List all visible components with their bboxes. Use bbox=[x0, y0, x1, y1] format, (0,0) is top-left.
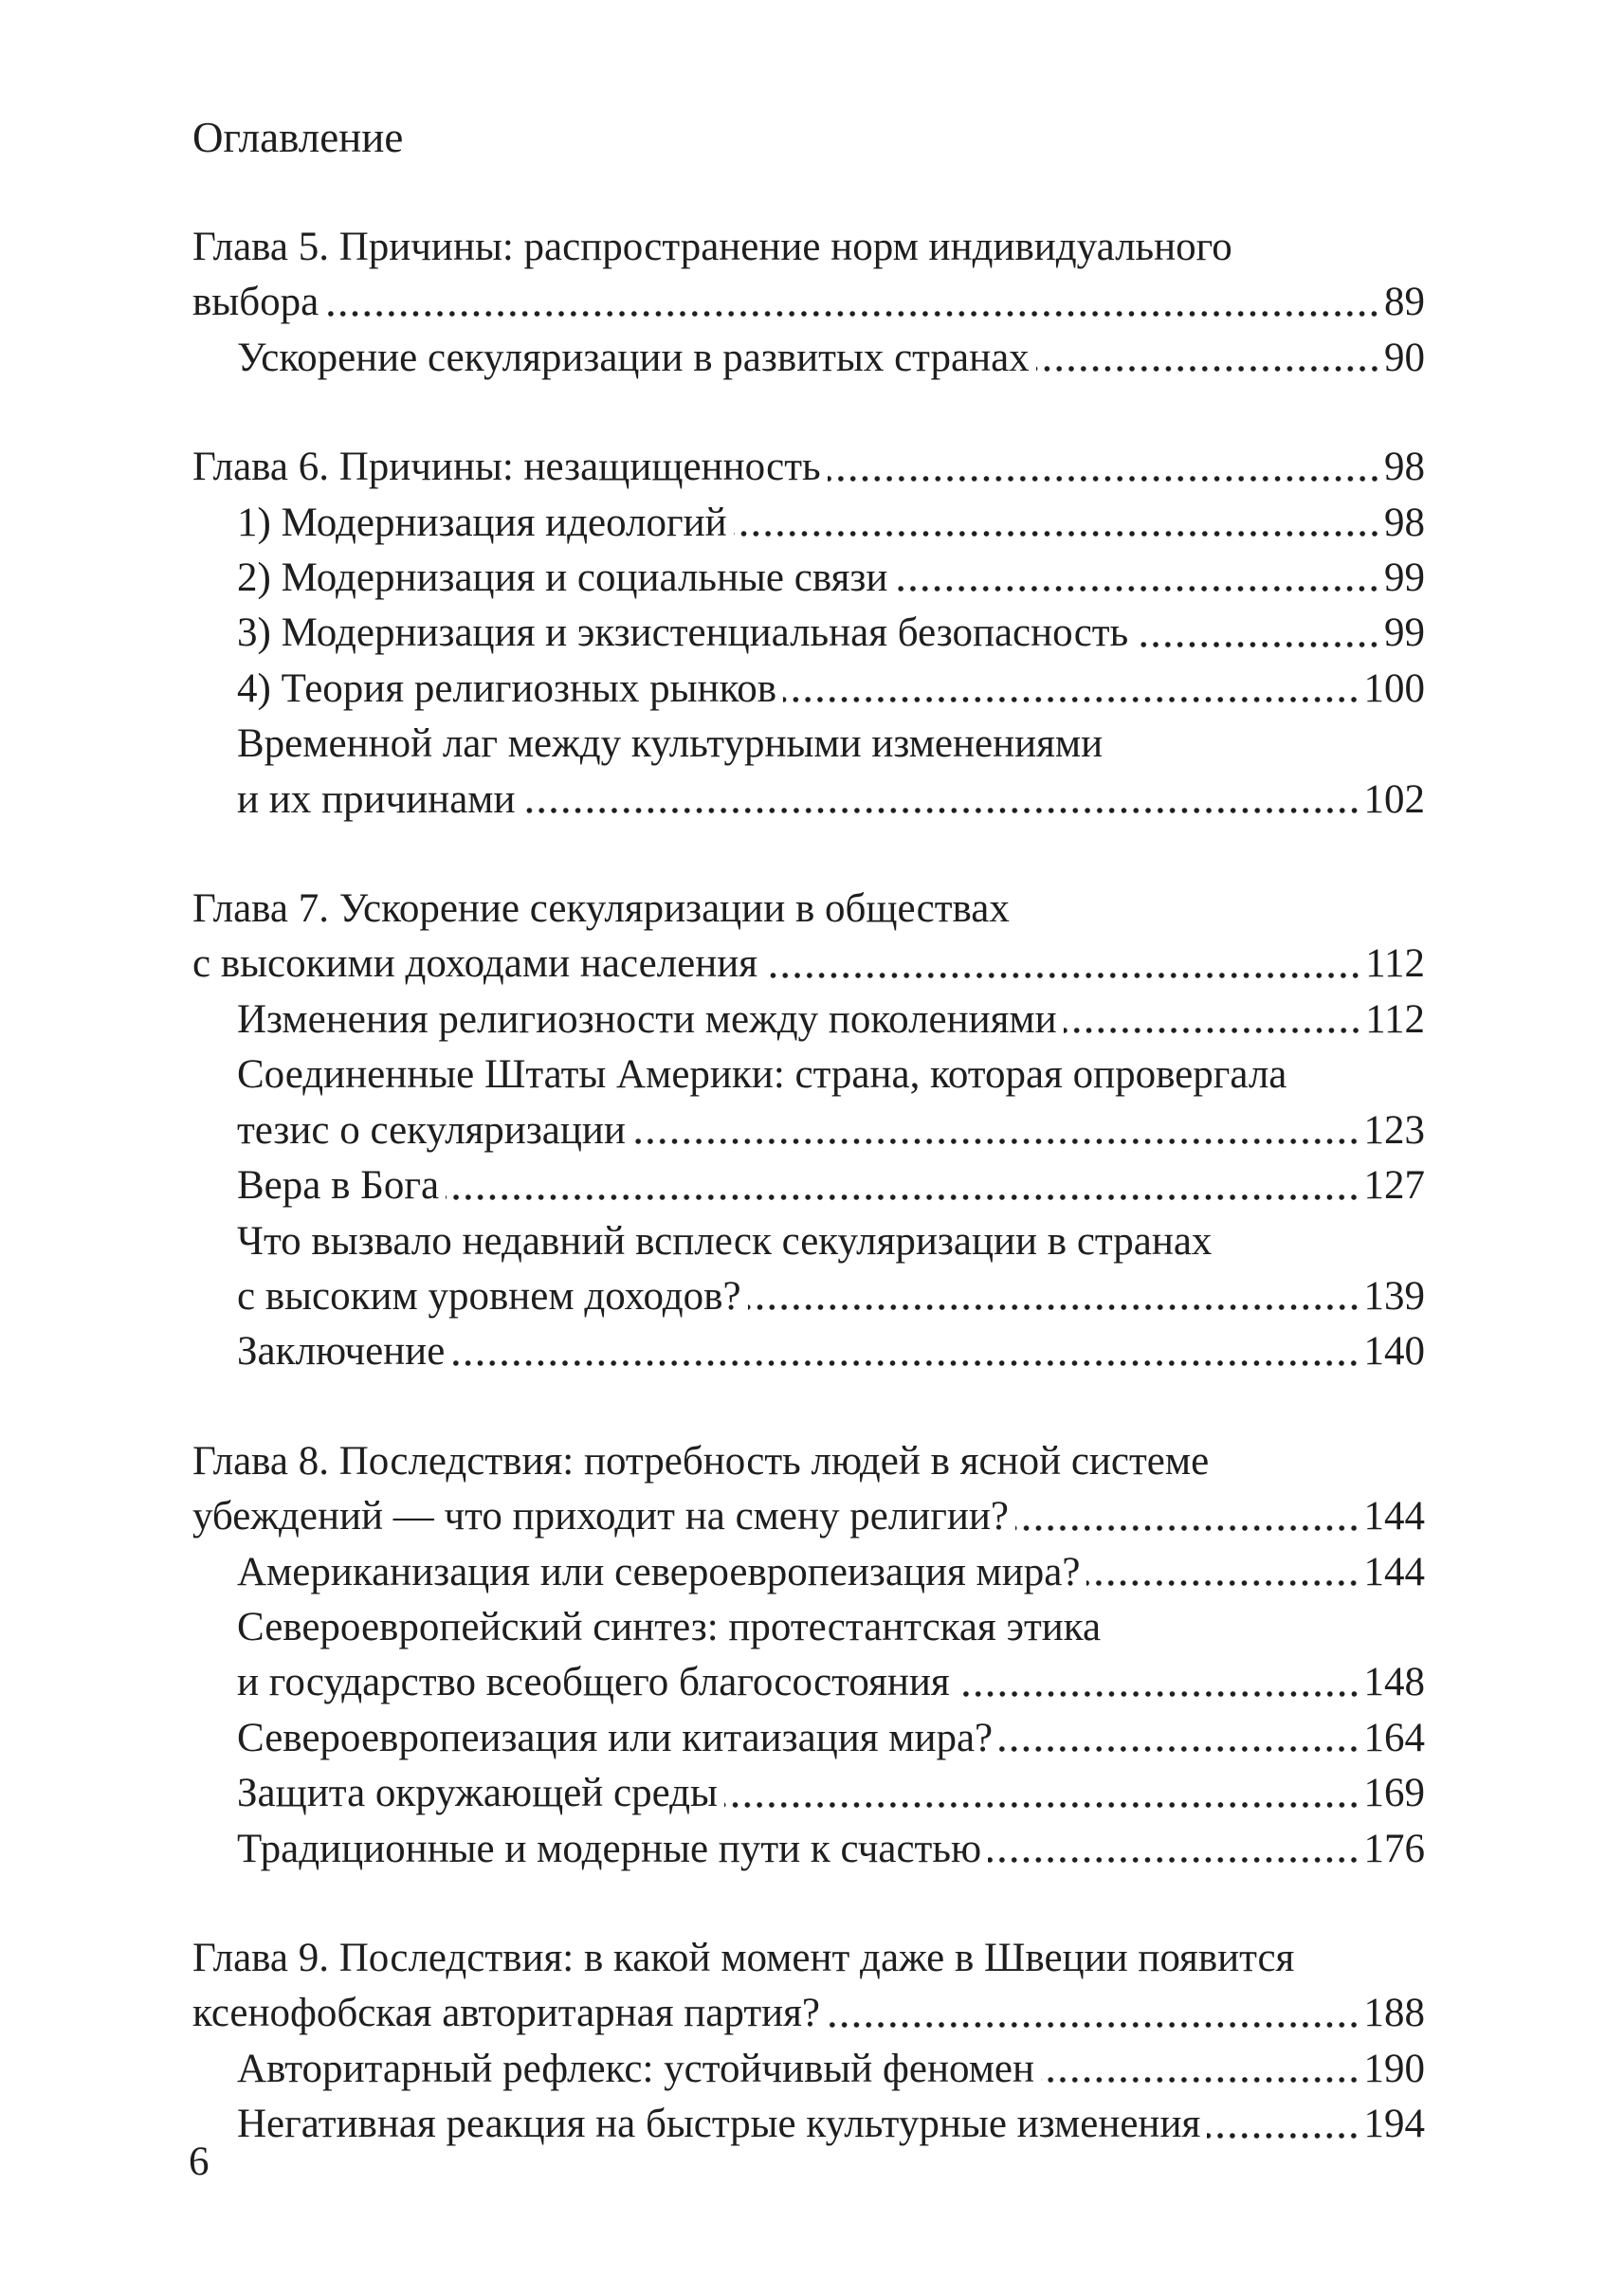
toc-entry-last-line bbox=[237, 1158, 1425, 1213]
toc-entry-page-number: 89 bbox=[1384, 280, 1425, 325]
dot-leader bbox=[1135, 642, 1380, 647]
toc-entry bbox=[192, 1214, 1425, 1325]
toc-entry-last-line bbox=[237, 1711, 1425, 1766]
toc-entry-text: Соединенные Штаты Америки: страна, которая опровергала bbox=[237, 1052, 1287, 1098]
dot-leader bbox=[1015, 1525, 1359, 1531]
toc-entry-text: Изменения религиозности между поколениями bbox=[237, 996, 1057, 1042]
toc-entry-text: Глава 6. Причины: незащищенность bbox=[192, 445, 821, 490]
toc-entry-page-number: 144 bbox=[1363, 1549, 1425, 1594]
dot-leader bbox=[1207, 2133, 1359, 2139]
dot-leader bbox=[632, 1138, 1360, 1144]
toc-entry-last-line bbox=[237, 1822, 1425, 1877]
toc-entry-text: Вера в Бога bbox=[237, 1163, 440, 1209]
toc-entry-text: ксенофобская авторитарная партия? bbox=[192, 1991, 820, 2036]
toc-entry-page-number: 99 bbox=[1384, 610, 1425, 656]
toc-entry-last-line bbox=[237, 496, 1425, 551]
toc-entry-last-line bbox=[192, 1489, 1425, 1544]
dot-leader bbox=[734, 531, 1380, 537]
toc-entry-page-number: 139 bbox=[1363, 1273, 1425, 1319]
toc-entry bbox=[192, 717, 1425, 828]
dot-leader bbox=[894, 586, 1380, 592]
dot-leader bbox=[522, 808, 1360, 813]
toc-group bbox=[192, 440, 1425, 828]
toc-entry-page-number: 148 bbox=[1363, 1660, 1425, 1705]
toc-entry-last-line bbox=[237, 606, 1425, 661]
dot-leader bbox=[988, 1857, 1359, 1863]
toc-entry-last-line bbox=[237, 662, 1425, 717]
dot-leader bbox=[1036, 366, 1380, 372]
toc-entry-last-line bbox=[192, 1986, 1425, 2041]
toc-entry bbox=[192, 331, 1425, 386]
toc-entry-last-line bbox=[237, 1766, 1425, 1821]
toc-entry-text: Ускорение секуляризации в развитых странах bbox=[237, 335, 1030, 380]
toc-entry-text: Временной лаг между культурными изменениями bbox=[237, 721, 1104, 767]
dot-leader bbox=[325, 311, 1380, 317]
toc-entry-last-line bbox=[192, 937, 1425, 992]
toc-entry-page-number: 98 bbox=[1384, 500, 1425, 545]
toc-entry-text: Глава 9. Последствия: в какой момент даже в Швеции появится bbox=[192, 1935, 1295, 1980]
toc-entry-text: с высоким уровнем доходов? bbox=[237, 1273, 741, 1319]
dot-leader bbox=[748, 1304, 1360, 1310]
toc-group bbox=[192, 1434, 1425, 1877]
toc-entry-last-line bbox=[192, 275, 1425, 330]
toc-entry-text: с высокими доходами населения bbox=[192, 941, 757, 987]
toc-entry bbox=[192, 1711, 1425, 1766]
toc-group bbox=[192, 882, 1425, 1380]
dot-leader bbox=[783, 697, 1359, 702]
toc-entry bbox=[192, 1766, 1425, 1821]
toc-entry-last-line bbox=[237, 1655, 1425, 1710]
toc-entry-page-number: 100 bbox=[1363, 665, 1425, 711]
dot-leader bbox=[446, 1194, 1359, 1200]
toc-entry-text: Защита окружающей среды bbox=[237, 1771, 718, 1816]
toc-entry bbox=[192, 1600, 1425, 1711]
page-title: Оглавление bbox=[192, 114, 404, 161]
toc-entry-page-number: 190 bbox=[1363, 2046, 1425, 2091]
toc-entry-text: Американизация или североевропеизация мира? bbox=[237, 1549, 1081, 1594]
toc-entry-text: тезис о секуляризации bbox=[237, 1107, 626, 1153]
toc-entry-page-number: 98 bbox=[1384, 445, 1425, 490]
toc-entry bbox=[192, 993, 1425, 1047]
toc-entry-page-number: 112 bbox=[1365, 941, 1425, 987]
toc-entry-page-number: 194 bbox=[1363, 2102, 1425, 2147]
dot-leader bbox=[828, 476, 1380, 482]
dot-leader bbox=[451, 1360, 1359, 1366]
toc-entry-text: Традиционные и модерные пути к счастью bbox=[237, 1826, 982, 1871]
toc-entry bbox=[192, 496, 1425, 551]
dot-leader bbox=[1041, 2077, 1360, 2083]
dot-leader bbox=[764, 973, 1361, 978]
toc-entry bbox=[192, 1434, 1425, 1545]
toc-entry bbox=[192, 882, 1425, 993]
toc-entry-page-number: 112 bbox=[1365, 996, 1425, 1042]
toc-entry-text: Заключение bbox=[237, 1329, 446, 1375]
toc-entry bbox=[192, 220, 1425, 331]
dot-leader bbox=[999, 1746, 1359, 1752]
toc-entry-text: Североевропеизация или китаизация мира? bbox=[237, 1715, 994, 1760]
toc-entry-page-number: 127 bbox=[1363, 1163, 1425, 1209]
toc-entry-last-line bbox=[237, 1269, 1425, 1324]
toc-entry-last-line bbox=[237, 2097, 1425, 2152]
toc-entry-text: и их причинами bbox=[237, 776, 516, 822]
toc-entry bbox=[192, 1047, 1425, 1158]
toc-entry-text: 4) Теория религиозных рынков bbox=[237, 665, 777, 711]
toc-entry-page-number: 176 bbox=[1363, 1826, 1425, 1871]
toc-entry-text: 3) Модернизация и экзистенциальная безопасность bbox=[237, 610, 1129, 656]
toc-entry-last-line bbox=[192, 440, 1425, 495]
toc-entry-last-line bbox=[237, 551, 1425, 606]
toc-entry bbox=[192, 606, 1425, 661]
toc-entry bbox=[192, 1545, 1425, 1600]
toc-entry bbox=[192, 551, 1425, 606]
toc-entry-text: убеждений — что приходит на смену религии? bbox=[192, 1494, 1010, 1539]
dot-leader bbox=[724, 1802, 1360, 1808]
toc-entry-page-number: 169 bbox=[1363, 1771, 1425, 1816]
toc-entry bbox=[192, 2042, 1425, 2097]
toc-entry-page-number: 123 bbox=[1363, 1107, 1425, 1153]
toc-entry-text: Негативная реакция на быстрые культурные изменения bbox=[237, 2102, 1201, 2147]
toc-list bbox=[192, 220, 1425, 2153]
toc-entry bbox=[192, 2097, 1425, 2152]
toc-entry-last-line bbox=[237, 1545, 1425, 1600]
dot-leader bbox=[1086, 1580, 1359, 1586]
toc-entry-text: Глава 5. Причины: распространение норм индивидуального bbox=[192, 225, 1232, 269]
dot-leader bbox=[827, 2022, 1360, 2028]
toc-entry-page-number: 188 bbox=[1363, 1991, 1425, 2036]
toc-entry-last-line bbox=[237, 331, 1425, 386]
toc-entry-last-line bbox=[237, 993, 1425, 1047]
toc-entry-text: Глава 8. Последствия: потребность людей в ясной системе bbox=[192, 1438, 1210, 1484]
toc-entry-last-line bbox=[237, 1103, 1425, 1158]
toc-entry bbox=[192, 662, 1425, 717]
toc-group bbox=[192, 220, 1425, 386]
toc-entry bbox=[192, 1324, 1425, 1379]
toc-entry-page-number: 102 bbox=[1363, 776, 1425, 822]
toc-entry-text: Североевропейский синтез: протестантская этика bbox=[237, 1604, 1102, 1649]
toc-entry bbox=[192, 440, 1425, 495]
toc-entry-last-line bbox=[237, 1324, 1425, 1379]
toc-entry-last-line bbox=[237, 773, 1425, 828]
toc-entry-text: выбора bbox=[192, 280, 319, 325]
toc-entry-page-number: 99 bbox=[1384, 556, 1425, 601]
toc-entry-last-line bbox=[237, 2042, 1425, 2097]
toc-group bbox=[192, 1931, 1425, 2153]
toc-entry-page-number: 144 bbox=[1363, 1494, 1425, 1539]
toc-entry-text: 1) Модернизация идеологий bbox=[237, 500, 727, 545]
toc-entry bbox=[192, 1158, 1425, 1213]
toc-entry-text: и государство всеобщего благосостояния bbox=[237, 1660, 950, 1705]
toc-entry-text: 2) Модернизация и социальные связи bbox=[237, 556, 888, 601]
toc-entry bbox=[192, 1822, 1425, 1877]
dot-leader bbox=[1064, 1028, 1361, 1033]
dot-leader bbox=[957, 1691, 1360, 1697]
toc-entry-text: Что вызвало недавний всплеск секуляризации в странах bbox=[237, 1218, 1213, 1264]
page-number: 6 bbox=[189, 2140, 210, 2184]
toc-entry-page-number: 140 bbox=[1363, 1329, 1425, 1375]
toc-entry bbox=[192, 1931, 1425, 2042]
toc-entry-text: Авторитарный рефлекс: устойчивый феномен bbox=[237, 2046, 1034, 2091]
toc-entry-text: Глава 7. Ускорение секуляризации в обществах bbox=[192, 886, 1010, 932]
toc-entry-page-number: 164 bbox=[1363, 1715, 1425, 1760]
toc-entry-page-number: 90 bbox=[1384, 335, 1425, 380]
